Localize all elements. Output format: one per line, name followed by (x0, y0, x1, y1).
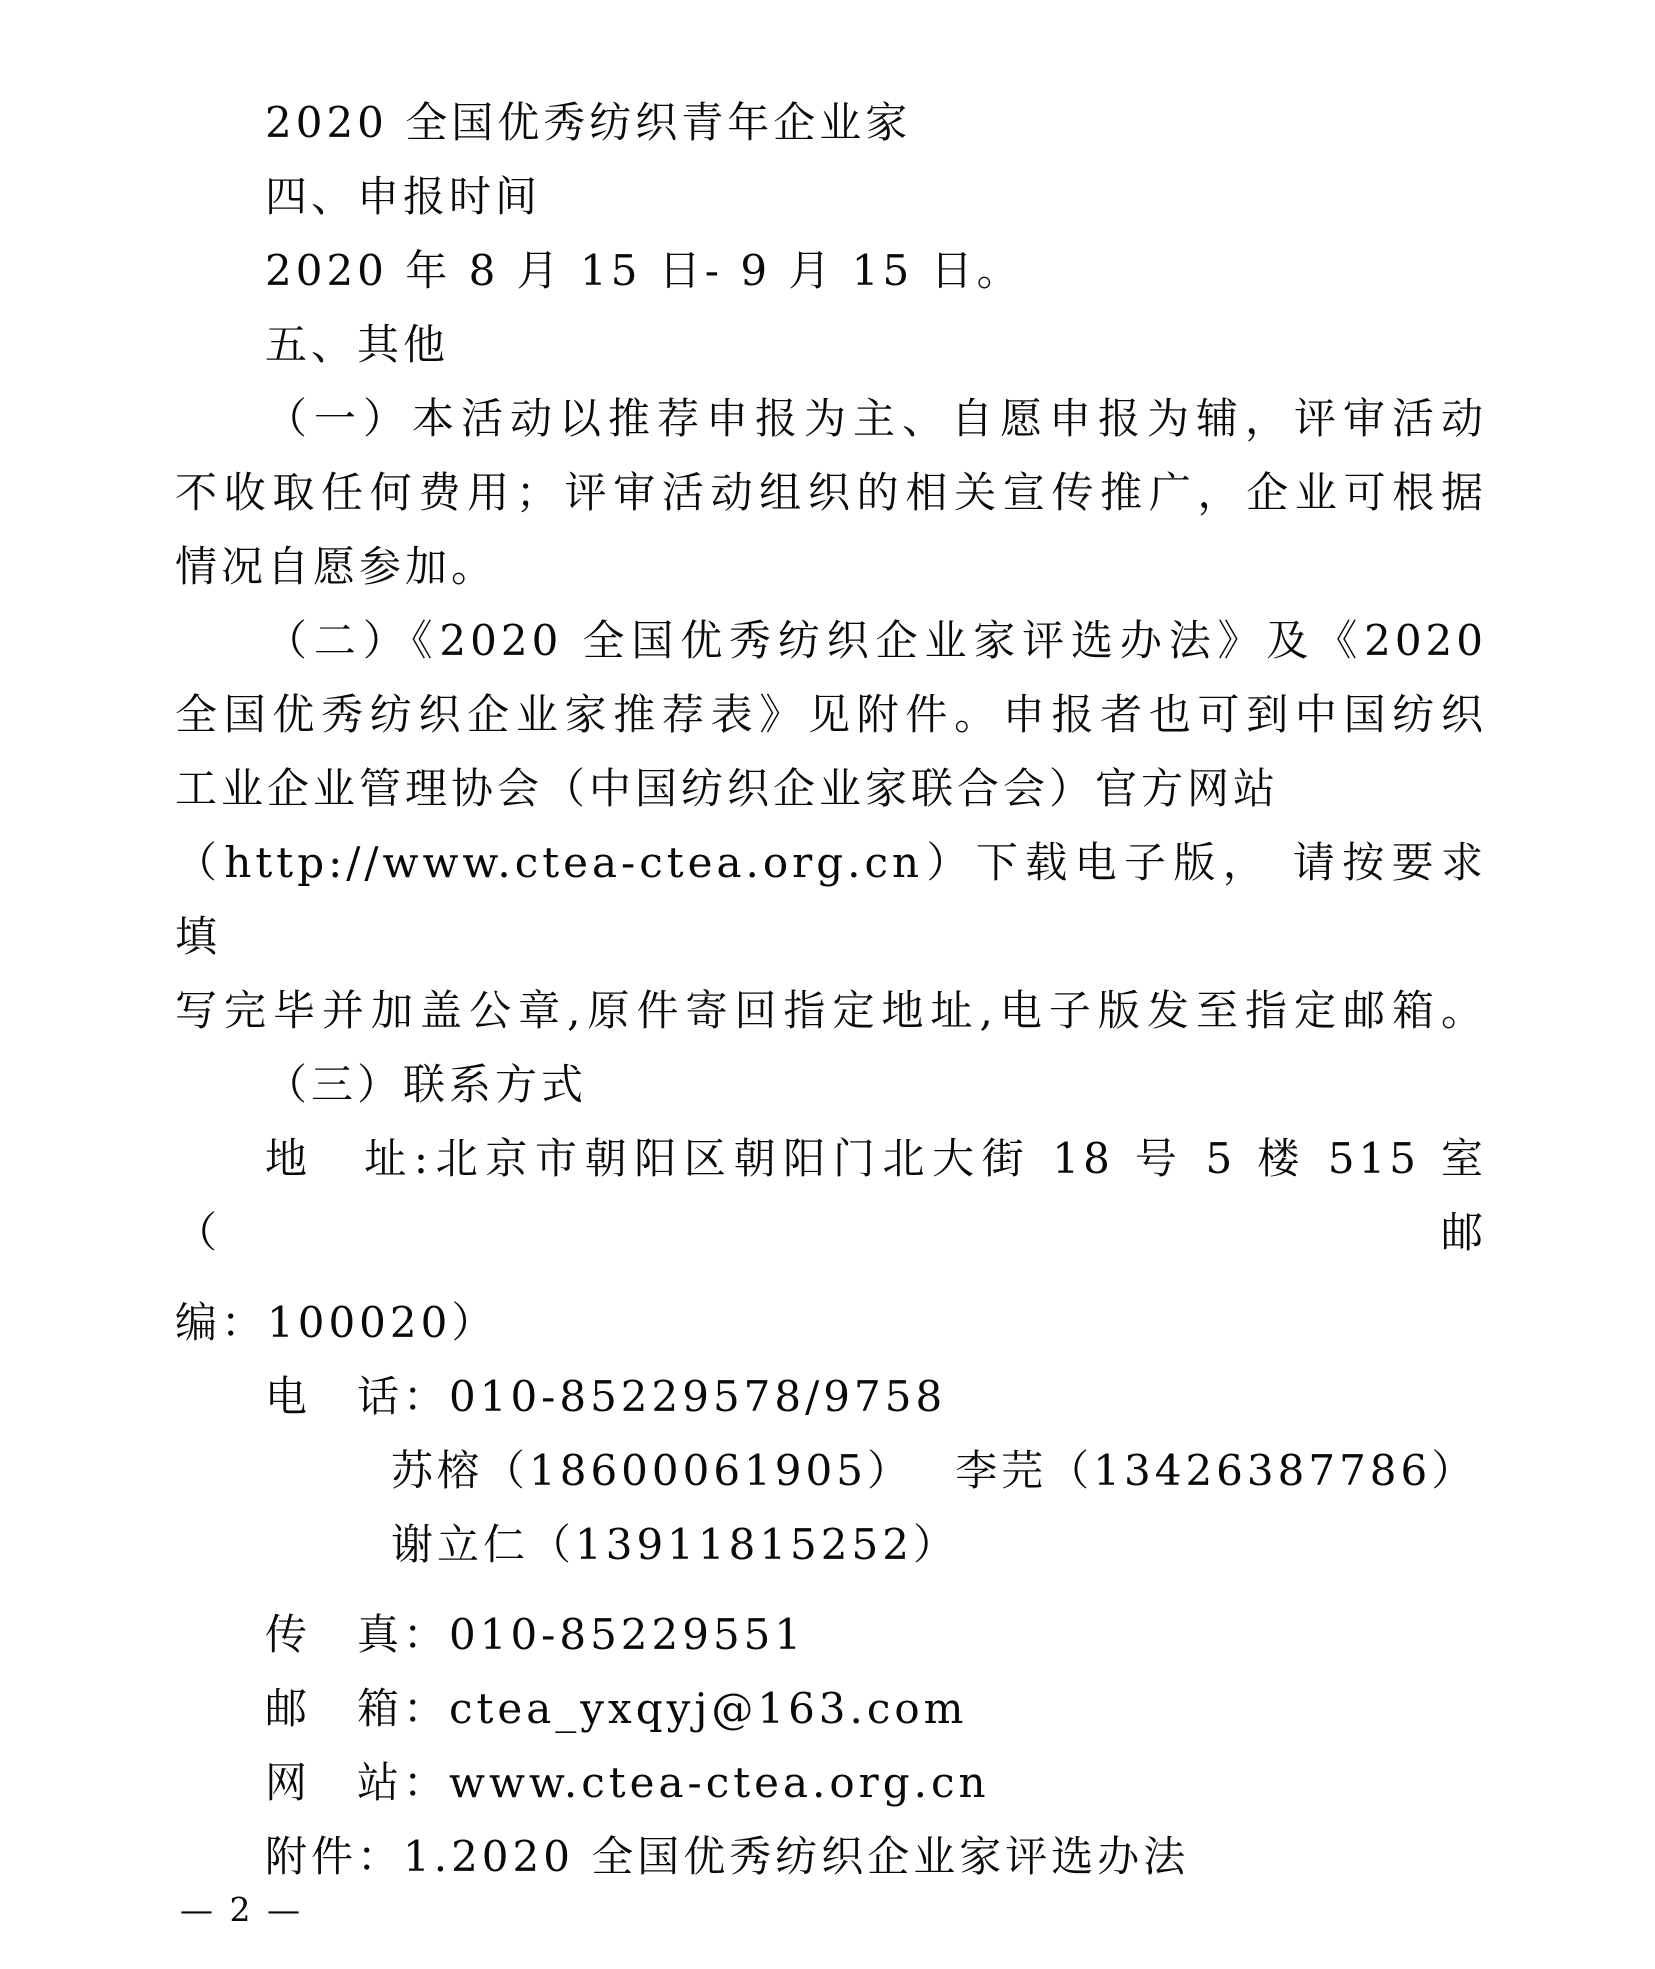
text-line: 电 话：010-85229578/9758 (265, 1372, 947, 1421)
text-line: 传 真：010-85229551 (265, 1610, 806, 1659)
text-line: 写完毕并加盖公章,原件寄回指定地址,电子版发至指定邮箱。 (175, 986, 1487, 1035)
text-line: 四、申报时间 (265, 172, 542, 221)
text-line: 邮 箱：ctea_yxqyj@163.com (265, 1684, 968, 1733)
text-line: 谢立仁（13911815252） (391, 1520, 959, 1569)
text-line: 苏榕（18600061905） 李芫（13426387786） (391, 1446, 1478, 1495)
text-line: （三）联系方式 (265, 1060, 588, 1109)
text-line: 网 站：www.ctea-ctea.org.cn (265, 1758, 990, 1807)
text-line: 不收取任何费用；评审活动组织的相关宣传推广，企业可根据 (175, 468, 1487, 517)
text-line: 全国优秀纺织企业家推荐表》见附件。申报者也可到中国纺织 (175, 690, 1487, 739)
page-number: — 2 — (180, 1890, 303, 1929)
text-line: 情况自愿参加。 (175, 542, 498, 591)
text-line: 2020 全国优秀纺织青年企业家 (265, 98, 912, 147)
text-line: （http://www.ctea-ctea.org.cn）下载电子版， 请按要求填 (175, 838, 1487, 961)
text-line: 五、其他 (265, 320, 450, 369)
text-line: （一）本活动以推荐申报为主、自愿申报为辅，评审活动 (265, 394, 1487, 443)
text-line: 工业企业管理协会（中国纺织企业家联合会）官方网站 (175, 764, 1280, 813)
text-line: （二）《2020 全国优秀纺织企业家评选办法》及《2020 (265, 616, 1487, 665)
text-line: 附件：1.2020 全国优秀纺织企业家评选办法 (265, 1832, 1190, 1881)
document-body (175, 86, 1487, 1894)
text-line: 编：100020） (175, 1298, 498, 1347)
text-line: 2020 年 8 月 15 日- 9 月 15 日。 (265, 246, 1023, 295)
text-line: 地 址:北京市朝阳区朝阳门北大街 18 号 5 楼 515 室（邮 (175, 1134, 1487, 1257)
